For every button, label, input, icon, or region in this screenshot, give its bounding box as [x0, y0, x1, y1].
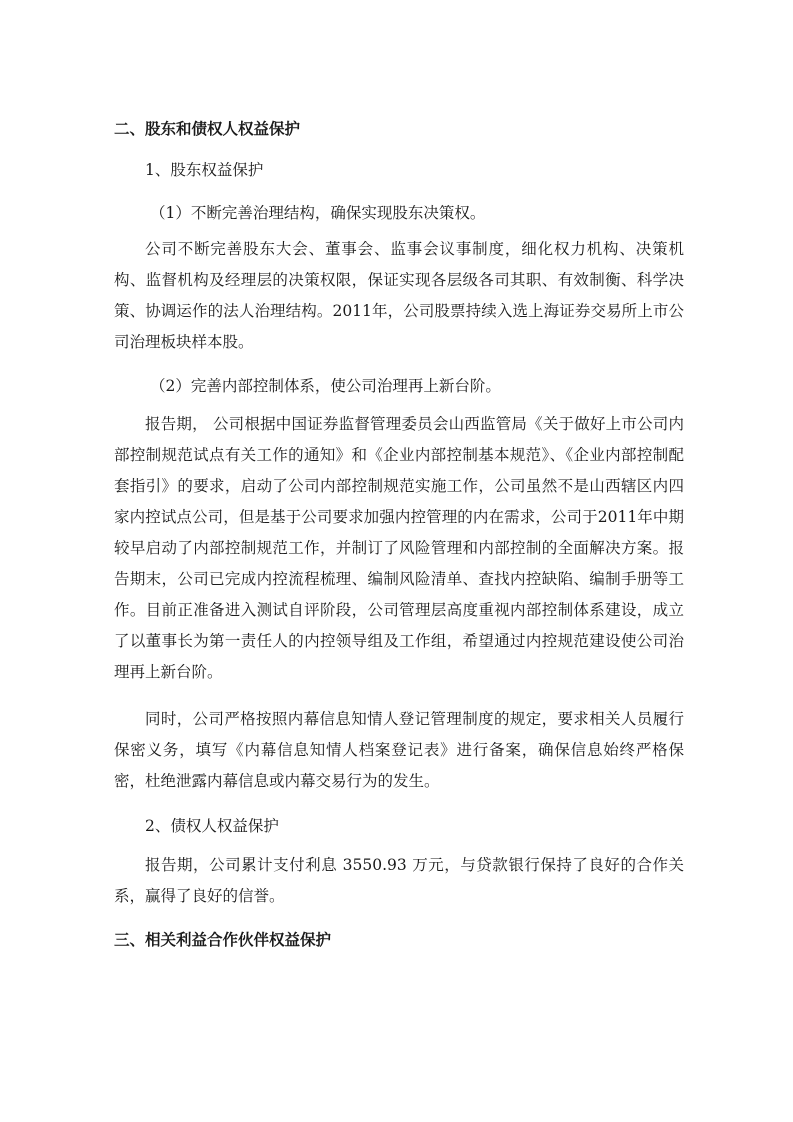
item-1-heading: （1）不断完善治理结构，确保实现股东决策权。 [150, 204, 486, 222]
item-2-heading: （2）完善内部控制体系，使公司治理再上新台阶。 [150, 377, 501, 395]
creditor-paragraph: 报告期，公司累计支付利息 3550.93 万元，与贷款银行保持了良好的合作关系，赢得了良好的信誉。 [114, 856, 684, 905]
item-1-paragraph: 公司不断完善股东大会、董事会、监事会议事制度，细化权力机构、决策机构、监督机构及经理层的决策权限，保证实现各层级各司其职、有效制衡、科学决策、协调运作的法人治理结构。2011年，公司股票持续入选上海证券交易所上市公司治理板块样本股。 [114, 240, 684, 351]
item-2-paragraph: 报告期， 公司根据中国证券监督管理委员会山西监管局《关于做好上市公司内部控制规范试点有关工作的通知》和《企业内部控制基本规范》、《企业内部控制配套指引》的要求，启动了公司内部控制规范实施工作，公司虽然不是山西辖区内四家内控试点公司，但是基于公司要求加强内控管理的内在需求，公司于2011年中期较早启动了内部控制规范工作，并制订了风险管理和内部控制的全面解决方案。报告期末，公司已完成内控流程梳理、编制风险清单、查找内控缺陷、编制手册等工作。目前正准备进入测试自评阶段，公司管理层高度重视内部控制体系建设，成立了以董事长为第一责任人的内控领导组及工作组，希望通过内控规范建设使公司治理再上新台阶。 [114, 415, 684, 681]
insider-info-paragraph: 同时，公司严格按照内幕信息知情人登记管理制度的规定，要求相关人员履行保密义务，填写《内幕信息知情人档案登记表》进行备案，确保信息始终严格保密，杜绝泄露内幕信息或内幕交易行为的发生。 [114, 710, 684, 790]
section-3-heading: 三、相关利益合作伙伴权益保护 [114, 931, 332, 949]
subsection-2-heading: 2、债权人权益保护 [145, 817, 279, 835]
section-2-heading: 二、股东和债权人权益保护 [114, 120, 301, 138]
subsection-1-heading: 1、股东权益保护 [145, 161, 264, 179]
